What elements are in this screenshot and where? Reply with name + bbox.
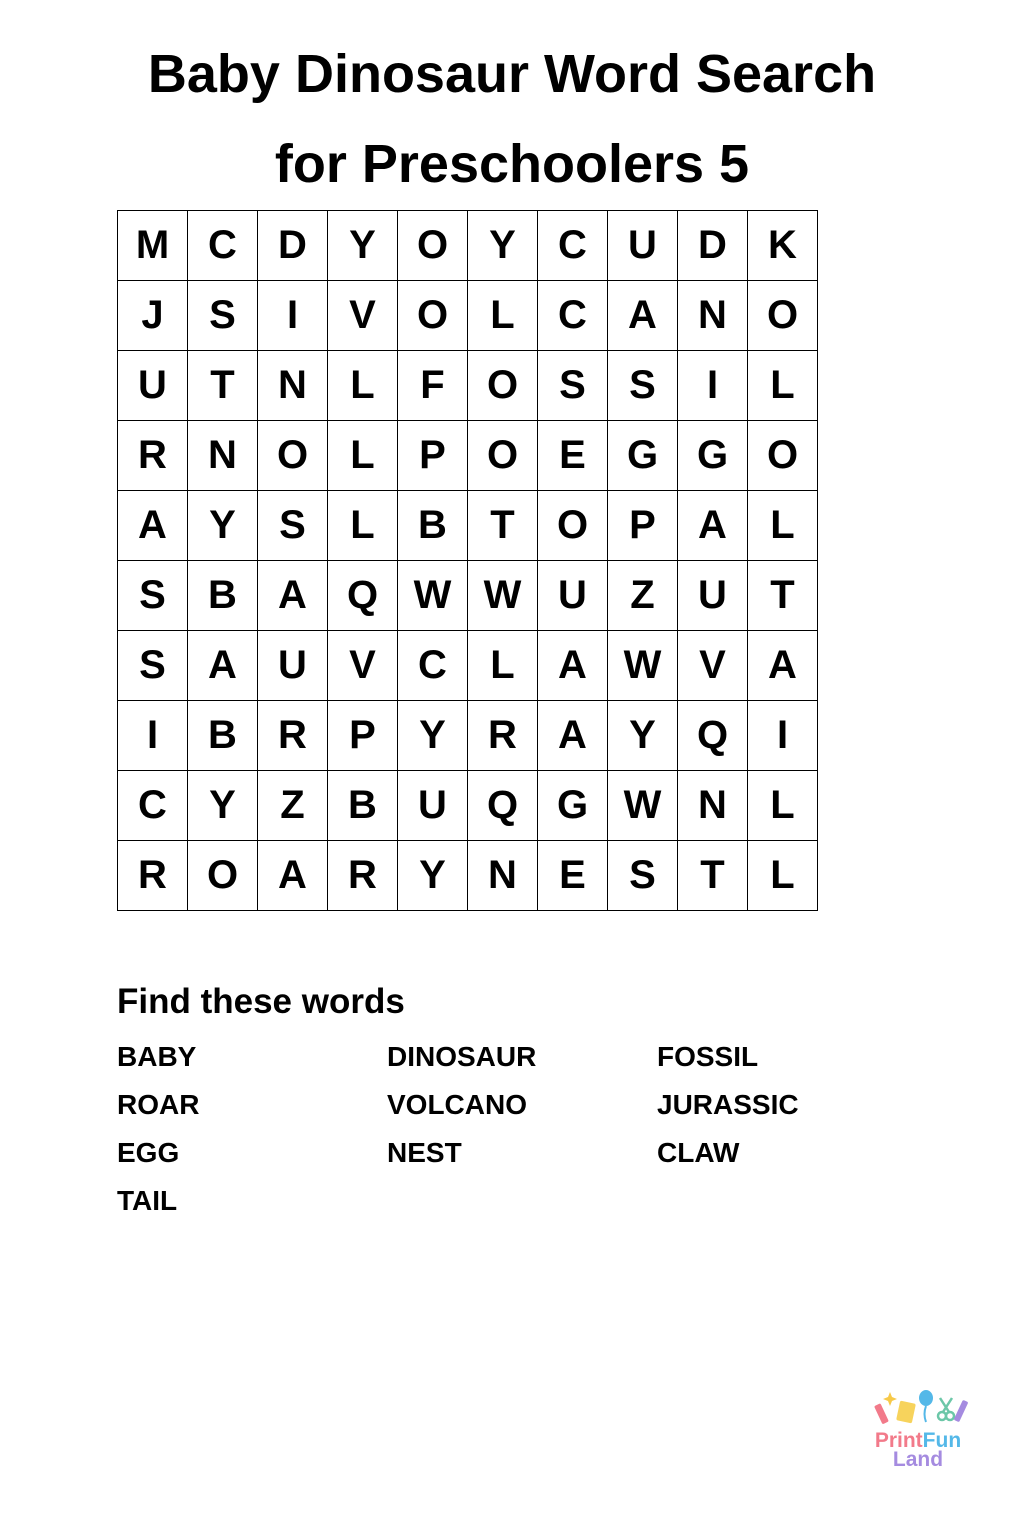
grid-cell: Q	[678, 701, 748, 771]
grid-cell: O	[188, 841, 258, 911]
grid-cell: N	[188, 421, 258, 491]
page-title-line-1: Baby Dinosaur Word Search	[147, 44, 877, 104]
word-list-item: BABY	[117, 1041, 197, 1072]
grid-cell: T	[468, 491, 538, 561]
grid-cell: I	[748, 701, 818, 771]
page-title-line-2: for Preschoolers 5	[274, 134, 750, 194]
grid-cell: F	[398, 351, 468, 421]
grid-cell: T	[678, 841, 748, 911]
grid-cell: Y	[468, 211, 538, 281]
grid-cell: Y	[328, 211, 398, 281]
grid-cell: S	[188, 281, 258, 351]
grid-cell: B	[188, 701, 258, 771]
logo-word-land: Land	[892, 1448, 944, 1471]
craft-supplies-icon	[868, 1388, 972, 1430]
grid-cell: C	[538, 281, 608, 351]
grid-cell: C	[118, 771, 188, 841]
grid-cell: T	[188, 351, 258, 421]
grid-cell: O	[538, 491, 608, 561]
grid-cell: W	[398, 561, 468, 631]
grid-cell: S	[118, 631, 188, 701]
grid-cell: R	[468, 701, 538, 771]
grid-cell: A	[538, 701, 608, 771]
grid-cell: Y	[188, 771, 258, 841]
grid-cell: N	[678, 281, 748, 351]
grid-cell: S	[258, 491, 328, 561]
word-list	[117, 1040, 927, 1232]
grid-cell: Y	[188, 491, 258, 561]
grid-cell: L	[468, 631, 538, 701]
word-list-heading: Find these words	[117, 982, 405, 1021]
grid-cell: R	[118, 421, 188, 491]
grid-cell: I	[258, 281, 328, 351]
grid-cell: T	[748, 561, 818, 631]
grid-cell: W	[608, 771, 678, 841]
grid-cell: U	[398, 771, 468, 841]
grid-cell: I	[678, 351, 748, 421]
grid-cell: P	[398, 421, 468, 491]
grid-cell: P	[608, 491, 678, 561]
grid-cell: N	[678, 771, 748, 841]
grid-cell: O	[398, 281, 468, 351]
grid-cell: S	[538, 351, 608, 421]
grid-cell: D	[258, 211, 328, 281]
word-list-item: VOLCANO	[387, 1089, 527, 1120]
grid-cell: A	[608, 281, 678, 351]
grid-cell: Y	[398, 701, 468, 771]
grid-cell: U	[678, 561, 748, 631]
grid-cell: L	[748, 841, 818, 911]
grid-cell: W	[468, 561, 538, 631]
grid-cell: M	[118, 211, 188, 281]
grid-cell: N	[468, 841, 538, 911]
word-list-item: JURASSIC	[657, 1089, 799, 1120]
grid-cell: E	[538, 421, 608, 491]
grid-cell: V	[678, 631, 748, 701]
word-list-item: FOSSIL	[657, 1041, 759, 1072]
grid-cell: S	[608, 351, 678, 421]
grid-cell: G	[538, 771, 608, 841]
grid-cell: A	[258, 561, 328, 631]
grid-cell: D	[678, 211, 748, 281]
grid-cell: L	[328, 421, 398, 491]
word-list-item: DINOSAUR	[387, 1041, 537, 1072]
grid-cell: O	[748, 421, 818, 491]
grid-cell: R	[328, 841, 398, 911]
grid-cell: L	[328, 351, 398, 421]
grid-cell: L	[468, 281, 538, 351]
grid-cell: A	[538, 631, 608, 701]
grid-cell: U	[538, 561, 608, 631]
word-list-item: CLAW	[657, 1137, 740, 1168]
grid-cell: Z	[608, 561, 678, 631]
grid-cell: L	[328, 491, 398, 561]
grid-cell: Q	[468, 771, 538, 841]
grid-cell: V	[328, 631, 398, 701]
grid-cell: O	[258, 421, 328, 491]
grid-cell: A	[678, 491, 748, 561]
grid-cell: L	[748, 351, 818, 421]
grid-cell: O	[398, 211, 468, 281]
logo-word-print: Print	[874, 1429, 923, 1452]
word-list-item: EGG	[117, 1137, 180, 1168]
grid-cell: A	[748, 631, 818, 701]
grid-cell: W	[608, 631, 678, 701]
grid-cell: U	[608, 211, 678, 281]
grid-cell: V	[328, 281, 398, 351]
grid-cell: R	[118, 841, 188, 911]
grid-cell: C	[538, 211, 608, 281]
printfunland-logo	[868, 1388, 972, 1472]
grid-cell: K	[748, 211, 818, 281]
grid-cell: B	[188, 561, 258, 631]
grid-cell: J	[118, 281, 188, 351]
grid-cell: A	[188, 631, 258, 701]
word-list-item: ROAR	[117, 1089, 200, 1120]
grid-cell: R	[258, 701, 328, 771]
grid-cell: E	[538, 841, 608, 911]
word-list-item: TAIL	[117, 1185, 178, 1216]
logo-word-fun: Fun	[922, 1429, 962, 1452]
grid-cell: S	[608, 841, 678, 911]
grid-cell: O	[748, 281, 818, 351]
grid-cell: G	[608, 421, 678, 491]
grid-cell: C	[398, 631, 468, 701]
word-search-grid	[117, 210, 818, 911]
grid-cell: B	[398, 491, 468, 561]
grid-cell: U	[258, 631, 328, 701]
grid-cell: O	[468, 351, 538, 421]
grid-cell: Z	[258, 771, 328, 841]
grid-cell: L	[748, 771, 818, 841]
grid-cell: A	[258, 841, 328, 911]
grid-cell: B	[328, 771, 398, 841]
grid-cell: C	[188, 211, 258, 281]
grid-cell: G	[678, 421, 748, 491]
grid-cell: P	[328, 701, 398, 771]
grid-cell: Y	[608, 701, 678, 771]
grid-cell: I	[118, 701, 188, 771]
grid-cell: U	[118, 351, 188, 421]
grid-cell: Q	[328, 561, 398, 631]
grid-cell: S	[118, 561, 188, 631]
grid-cell: O	[468, 421, 538, 491]
grid-cell: Y	[398, 841, 468, 911]
grid-cell: A	[118, 491, 188, 561]
grid-cell: L	[748, 491, 818, 561]
grid-cell: N	[258, 351, 328, 421]
word-list-item: NEST	[387, 1137, 462, 1168]
